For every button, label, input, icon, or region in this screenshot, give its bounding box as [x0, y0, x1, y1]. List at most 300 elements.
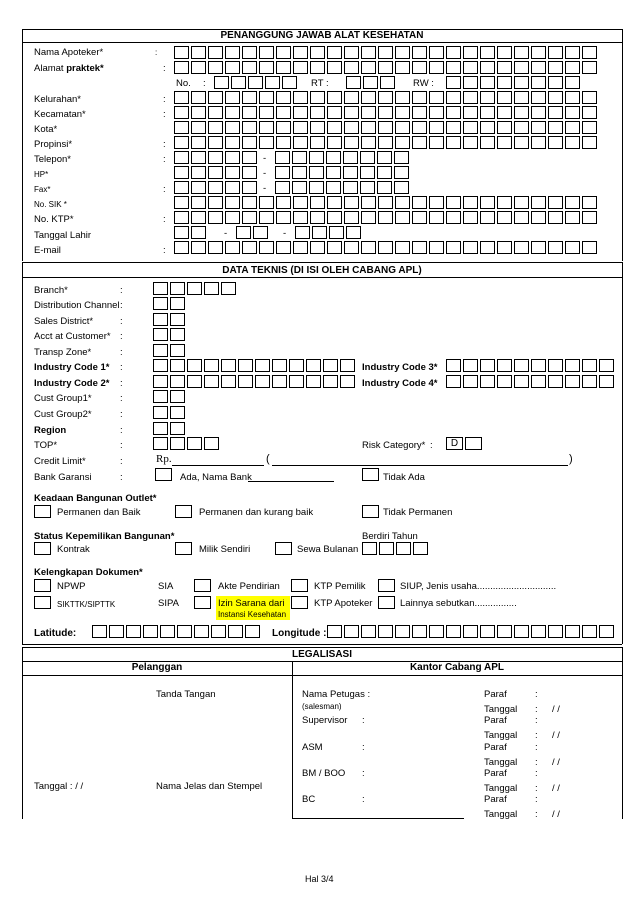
char-box[interactable]: [395, 625, 410, 638]
checkbox-sikttk[interactable]: [34, 596, 51, 609]
char-box[interactable]: [174, 226, 189, 239]
char-box[interactable]: [242, 166, 257, 179]
char-box[interactable]: [343, 151, 358, 164]
char-box[interactable]: [221, 375, 236, 388]
char-box[interactable]: [463, 375, 478, 388]
char-box[interactable]: [238, 359, 253, 372]
char-box[interactable]: [310, 241, 325, 254]
char-box[interactable]: [395, 121, 410, 134]
char-box[interactable]: [480, 375, 495, 388]
char-box[interactable]: [599, 375, 614, 388]
char-box[interactable]: [565, 359, 580, 372]
char-box[interactable]: [236, 226, 251, 239]
char-box[interactable]: [514, 375, 529, 388]
char-box[interactable]: [255, 375, 270, 388]
char-box[interactable]: [327, 196, 342, 209]
char-box[interactable]: [446, 106, 461, 119]
char-box[interactable]: [346, 76, 361, 89]
char-box[interactable]: [446, 196, 461, 209]
char-box[interactable]: [242, 46, 257, 59]
char-box[interactable]: [259, 136, 274, 149]
char-box[interactable]: [327, 136, 342, 149]
char-box[interactable]: [582, 625, 597, 638]
char-box[interactable]: [548, 106, 563, 119]
char-box[interactable]: [394, 166, 409, 179]
char-box[interactable]: [153, 313, 168, 326]
char-box[interactable]: [276, 121, 291, 134]
char-box[interactable]: [228, 625, 243, 638]
char-box[interactable]: [480, 211, 495, 224]
char-box[interactable]: [153, 422, 168, 435]
char-box[interactable]: [361, 241, 376, 254]
char-box[interactable]: [446, 625, 461, 638]
char-box[interactable]: [225, 241, 240, 254]
char-box[interactable]: [242, 91, 257, 104]
char-box[interactable]: [326, 166, 341, 179]
char-box[interactable]: [174, 211, 189, 224]
char-box[interactable]: [242, 211, 257, 224]
char-box[interactable]: [361, 61, 376, 74]
char-box[interactable]: [208, 106, 223, 119]
char-box[interactable]: [329, 226, 344, 239]
char-box[interactable]: [395, 61, 410, 74]
char-box[interactable]: [480, 76, 495, 89]
char-box[interactable]: [259, 211, 274, 224]
char-box[interactable]: [238, 375, 253, 388]
char-box[interactable]: [344, 91, 359, 104]
char-box[interactable]: [194, 625, 209, 638]
char-box[interactable]: [160, 625, 175, 638]
char-box[interactable]: [480, 106, 495, 119]
char-box[interactable]: [565, 91, 580, 104]
field-nama-apoteker[interactable]: [174, 46, 599, 59]
field-longitude[interactable]: [327, 625, 616, 638]
char-box[interactable]: [153, 406, 168, 419]
char-box[interactable]: [275, 166, 290, 179]
char-box[interactable]: [565, 625, 580, 638]
char-box[interactable]: [480, 121, 495, 134]
char-box[interactable]: [276, 46, 291, 59]
char-box[interactable]: [429, 136, 444, 149]
char-box[interactable]: [531, 76, 546, 89]
char-box[interactable]: [429, 121, 444, 134]
char-box[interactable]: [225, 166, 240, 179]
char-box[interactable]: [429, 196, 444, 209]
char-box[interactable]: [395, 241, 410, 254]
char-box[interactable]: [231, 76, 246, 89]
char-box[interactable]: [497, 211, 512, 224]
char-box[interactable]: [272, 375, 287, 388]
field-tgl-day[interactable]: [174, 226, 208, 239]
char-box[interactable]: [548, 196, 563, 209]
char-box[interactable]: [276, 91, 291, 104]
char-box[interactable]: [412, 46, 427, 59]
char-box[interactable]: [480, 46, 495, 59]
char-box[interactable]: [497, 91, 512, 104]
char-box[interactable]: [153, 375, 168, 388]
char-box[interactable]: [191, 61, 206, 74]
char-box[interactable]: [276, 211, 291, 224]
char-box[interactable]: [225, 61, 240, 74]
char-box[interactable]: [360, 166, 375, 179]
checkbox-permanen-kurang[interactable]: [175, 505, 192, 518]
char-box[interactable]: [310, 196, 325, 209]
char-box[interactable]: [276, 136, 291, 149]
field-alamat[interactable]: [174, 61, 599, 74]
char-box[interactable]: [170, 437, 185, 450]
checkbox-npwp[interactable]: [34, 579, 51, 592]
char-box[interactable]: [225, 91, 240, 104]
char-box[interactable]: [582, 46, 597, 59]
char-box[interactable]: [378, 136, 393, 149]
char-box[interactable]: [548, 211, 563, 224]
char-box[interactable]: [225, 106, 240, 119]
char-box[interactable]: [310, 211, 325, 224]
char-box[interactable]: [429, 211, 444, 224]
char-box[interactable]: [565, 375, 580, 388]
char-box[interactable]: [276, 106, 291, 119]
char-box[interactable]: [582, 61, 597, 74]
char-box[interactable]: [309, 151, 324, 164]
char-box[interactable]: [514, 211, 529, 224]
char-box[interactable]: [531, 106, 546, 119]
char-box[interactable]: [187, 437, 202, 450]
char-box[interactable]: [187, 359, 202, 372]
char-box[interactable]: [292, 166, 307, 179]
char-box[interactable]: [309, 166, 324, 179]
char-box[interactable]: [582, 375, 597, 388]
checkbox-izin-sarana[interactable]: [194, 596, 211, 609]
char-box[interactable]: [346, 226, 361, 239]
char-box[interactable]: [242, 151, 257, 164]
char-box[interactable]: [276, 241, 291, 254]
char-box[interactable]: [327, 46, 342, 59]
char-box[interactable]: [514, 46, 529, 59]
char-box[interactable]: [327, 625, 342, 638]
char-box[interactable]: [514, 359, 529, 372]
char-box[interactable]: [548, 375, 563, 388]
field-industry-3[interactable]: [446, 359, 616, 372]
char-box[interactable]: [170, 344, 185, 357]
checkbox-ktp-pemilik[interactable]: [291, 579, 308, 592]
char-box[interactable]: [582, 211, 597, 224]
char-box[interactable]: [259, 196, 274, 209]
char-box[interactable]: [463, 61, 478, 74]
char-box[interactable]: [306, 375, 321, 388]
char-box[interactable]: [170, 282, 185, 295]
char-box[interactable]: [514, 196, 529, 209]
char-box[interactable]: [225, 151, 240, 164]
char-box[interactable]: [327, 211, 342, 224]
char-box[interactable]: [531, 136, 546, 149]
char-box[interactable]: [327, 61, 342, 74]
char-box[interactable]: [361, 136, 376, 149]
char-box[interactable]: [582, 359, 597, 372]
char-box[interactable]: [343, 181, 358, 194]
char-box[interactable]: [310, 136, 325, 149]
char-box[interactable]: [191, 166, 206, 179]
char-box[interactable]: [344, 625, 359, 638]
char-box[interactable]: [412, 61, 427, 74]
char-box[interactable]: [480, 625, 495, 638]
checkbox-sewa-bulanan[interactable]: [275, 542, 292, 555]
char-box[interactable]: [272, 359, 287, 372]
char-box[interactable]: [242, 241, 257, 254]
char-box[interactable]: [292, 181, 307, 194]
char-box[interactable]: [170, 313, 185, 326]
char-box[interactable]: [275, 181, 290, 194]
field-credit-limit[interactable]: [172, 465, 264, 466]
char-box[interactable]: [211, 625, 226, 638]
char-box[interactable]: [463, 106, 478, 119]
char-box[interactable]: [565, 136, 580, 149]
char-box[interactable]: [344, 241, 359, 254]
char-box[interactable]: [565, 211, 580, 224]
field-cust-group1[interactable]: [153, 390, 187, 403]
char-box[interactable]: [377, 166, 392, 179]
char-box[interactable]: [377, 151, 392, 164]
char-box[interactable]: [343, 166, 358, 179]
char-box[interactable]: [463, 196, 478, 209]
checkbox-permanen-baik[interactable]: [34, 505, 51, 518]
char-box[interactable]: [109, 625, 124, 638]
char-box[interactable]: [412, 196, 427, 209]
char-box[interactable]: [170, 390, 185, 403]
char-box[interactable]: [446, 136, 461, 149]
char-box[interactable]: [378, 241, 393, 254]
char-box[interactable]: [225, 121, 240, 134]
char-box[interactable]: [514, 241, 529, 254]
char-box[interactable]: [225, 211, 240, 224]
field-rw[interactable]: [446, 76, 582, 89]
char-box[interactable]: [293, 106, 308, 119]
char-box[interactable]: [259, 106, 274, 119]
char-box[interactable]: [204, 359, 219, 372]
char-box[interactable]: [191, 121, 206, 134]
char-box[interactable]: [340, 359, 355, 372]
char-box[interactable]: [531, 46, 546, 59]
char-box[interactable]: [548, 241, 563, 254]
char-box[interactable]: [126, 625, 141, 638]
char-box[interactable]: [248, 76, 263, 89]
char-box[interactable]: [463, 121, 478, 134]
char-box[interactable]: [174, 166, 189, 179]
char-box[interactable]: [531, 625, 546, 638]
char-box[interactable]: [377, 181, 392, 194]
char-box[interactable]: [312, 226, 327, 239]
checkbox-akte[interactable]: [194, 579, 211, 592]
char-box[interactable]: [412, 106, 427, 119]
char-box[interactable]: [191, 226, 206, 239]
checkbox-siup[interactable]: [378, 579, 395, 592]
field-kota[interactable]: [174, 121, 599, 134]
char-box[interactable]: [446, 46, 461, 59]
char-box[interactable]: [412, 91, 427, 104]
field-industry-2[interactable]: [153, 375, 357, 388]
char-box[interactable]: [293, 211, 308, 224]
char-box[interactable]: [344, 106, 359, 119]
char-box[interactable]: [378, 121, 393, 134]
char-box[interactable]: [497, 359, 512, 372]
char-box[interactable]: [360, 151, 375, 164]
field-acct-customer[interactable]: [153, 328, 187, 341]
field-berdiri-tahun[interactable]: [362, 542, 430, 555]
char-box[interactable]: [514, 625, 529, 638]
char-box[interactable]: [548, 91, 563, 104]
char-box[interactable]: [208, 181, 223, 194]
char-box[interactable]: [153, 297, 168, 310]
char-box[interactable]: [531, 196, 546, 209]
char-box[interactable]: [378, 46, 393, 59]
char-box[interactable]: [292, 151, 307, 164]
field-kecamatan[interactable]: [174, 106, 599, 119]
field-branch[interactable]: [153, 282, 238, 295]
char-box[interactable]: [259, 46, 274, 59]
char-box[interactable]: [327, 106, 342, 119]
field-sik[interactable]: [174, 196, 599, 209]
char-box[interactable]: [153, 359, 168, 372]
char-box[interactable]: [170, 422, 185, 435]
char-box[interactable]: [463, 241, 478, 254]
char-box[interactable]: [582, 241, 597, 254]
checkbox-tidak-permanen[interactable]: [362, 505, 379, 518]
char-box[interactable]: [565, 76, 580, 89]
char-box[interactable]: [326, 181, 341, 194]
field-cust-group2[interactable]: [153, 406, 187, 419]
char-box[interactable]: [309, 181, 324, 194]
char-box[interactable]: [446, 121, 461, 134]
field-transp-zone[interactable]: [153, 344, 187, 357]
char-box[interactable]: [531, 91, 546, 104]
char-box[interactable]: [514, 76, 529, 89]
char-box[interactable]: [289, 359, 304, 372]
char-box[interactable]: [514, 121, 529, 134]
char-box[interactable]: [276, 196, 291, 209]
char-box[interactable]: [208, 121, 223, 134]
char-box[interactable]: [361, 91, 376, 104]
field-hp[interactable]: [275, 166, 411, 179]
char-box[interactable]: [362, 542, 377, 555]
char-box[interactable]: [293, 121, 308, 134]
char-box[interactable]: [208, 136, 223, 149]
char-box[interactable]: [429, 241, 444, 254]
char-box[interactable]: [395, 136, 410, 149]
char-box[interactable]: [582, 106, 597, 119]
char-box[interactable]: [174, 91, 189, 104]
checkbox-lainnya[interactable]: [378, 596, 395, 609]
char-box[interactable]: [344, 61, 359, 74]
char-box[interactable]: [480, 61, 495, 74]
char-box[interactable]: [378, 106, 393, 119]
char-box[interactable]: [174, 196, 189, 209]
char-box[interactable]: [378, 91, 393, 104]
field-propinsi[interactable]: [174, 136, 599, 149]
char-box[interactable]: [446, 211, 461, 224]
field-latitude[interactable]: [92, 625, 262, 638]
char-box[interactable]: [497, 106, 512, 119]
char-box[interactable]: [531, 359, 546, 372]
char-box[interactable]: [208, 241, 223, 254]
field-industry-1[interactable]: [153, 359, 357, 372]
checkbox-tidak-ada[interactable]: [362, 468, 379, 481]
field-fax-area[interactable]: [174, 181, 259, 194]
char-box[interactable]: [599, 359, 614, 372]
char-box[interactable]: [497, 136, 512, 149]
char-box[interactable]: [463, 91, 478, 104]
char-box[interactable]: [295, 226, 310, 239]
char-box[interactable]: [446, 359, 461, 372]
char-box[interactable]: [497, 241, 512, 254]
checkbox-ada[interactable]: [155, 468, 172, 481]
char-box[interactable]: [208, 61, 223, 74]
char-box[interactable]: [361, 106, 376, 119]
char-box[interactable]: [293, 196, 308, 209]
char-box[interactable]: [395, 46, 410, 59]
char-box[interactable]: [204, 437, 219, 450]
char-box[interactable]: [174, 136, 189, 149]
char-box[interactable]: [208, 151, 223, 164]
char-box[interactable]: [548, 46, 563, 59]
char-box[interactable]: [289, 375, 304, 388]
char-box[interactable]: [531, 211, 546, 224]
char-box[interactable]: [395, 211, 410, 224]
char-box[interactable]: [548, 61, 563, 74]
char-box[interactable]: [293, 61, 308, 74]
field-telepon[interactable]: [275, 151, 411, 164]
char-box[interactable]: [463, 136, 478, 149]
char-box[interactable]: [394, 151, 409, 164]
char-box[interactable]: [565, 241, 580, 254]
char-box[interactable]: [361, 211, 376, 224]
char-box[interactable]: [497, 61, 512, 74]
char-box[interactable]: [204, 282, 219, 295]
char-box[interactable]: [242, 121, 257, 134]
char-box[interactable]: [378, 625, 393, 638]
char-box[interactable]: [293, 91, 308, 104]
char-box[interactable]: [225, 46, 240, 59]
field-tgl-month[interactable]: [236, 226, 270, 239]
char-box[interactable]: [514, 136, 529, 149]
char-box[interactable]: [310, 61, 325, 74]
char-box[interactable]: [282, 76, 297, 89]
field-no[interactable]: [214, 76, 299, 89]
char-box[interactable]: [259, 121, 274, 134]
char-box[interactable]: [582, 136, 597, 149]
char-box[interactable]: [480, 359, 495, 372]
char-box[interactable]: [463, 76, 478, 89]
char-box[interactable]: [446, 61, 461, 74]
char-box[interactable]: [582, 196, 597, 209]
char-box[interactable]: [187, 375, 202, 388]
char-box[interactable]: [360, 181, 375, 194]
char-box[interactable]: [463, 211, 478, 224]
char-box[interactable]: [446, 375, 461, 388]
char-box[interactable]: [531, 121, 546, 134]
char-box[interactable]: [153, 328, 168, 341]
char-box[interactable]: [413, 542, 428, 555]
char-box[interactable]: [153, 282, 168, 295]
char-box[interactable]: [191, 136, 206, 149]
char-box[interactable]: [174, 61, 189, 74]
char-box[interactable]: [276, 61, 291, 74]
checkbox-milik-sendiri[interactable]: [175, 542, 192, 555]
char-box[interactable]: [565, 121, 580, 134]
char-box[interactable]: [327, 91, 342, 104]
char-box[interactable]: [170, 297, 185, 310]
char-box[interactable]: [480, 136, 495, 149]
char-box[interactable]: [497, 46, 512, 59]
field-credit-limit-words[interactable]: [272, 465, 568, 466]
